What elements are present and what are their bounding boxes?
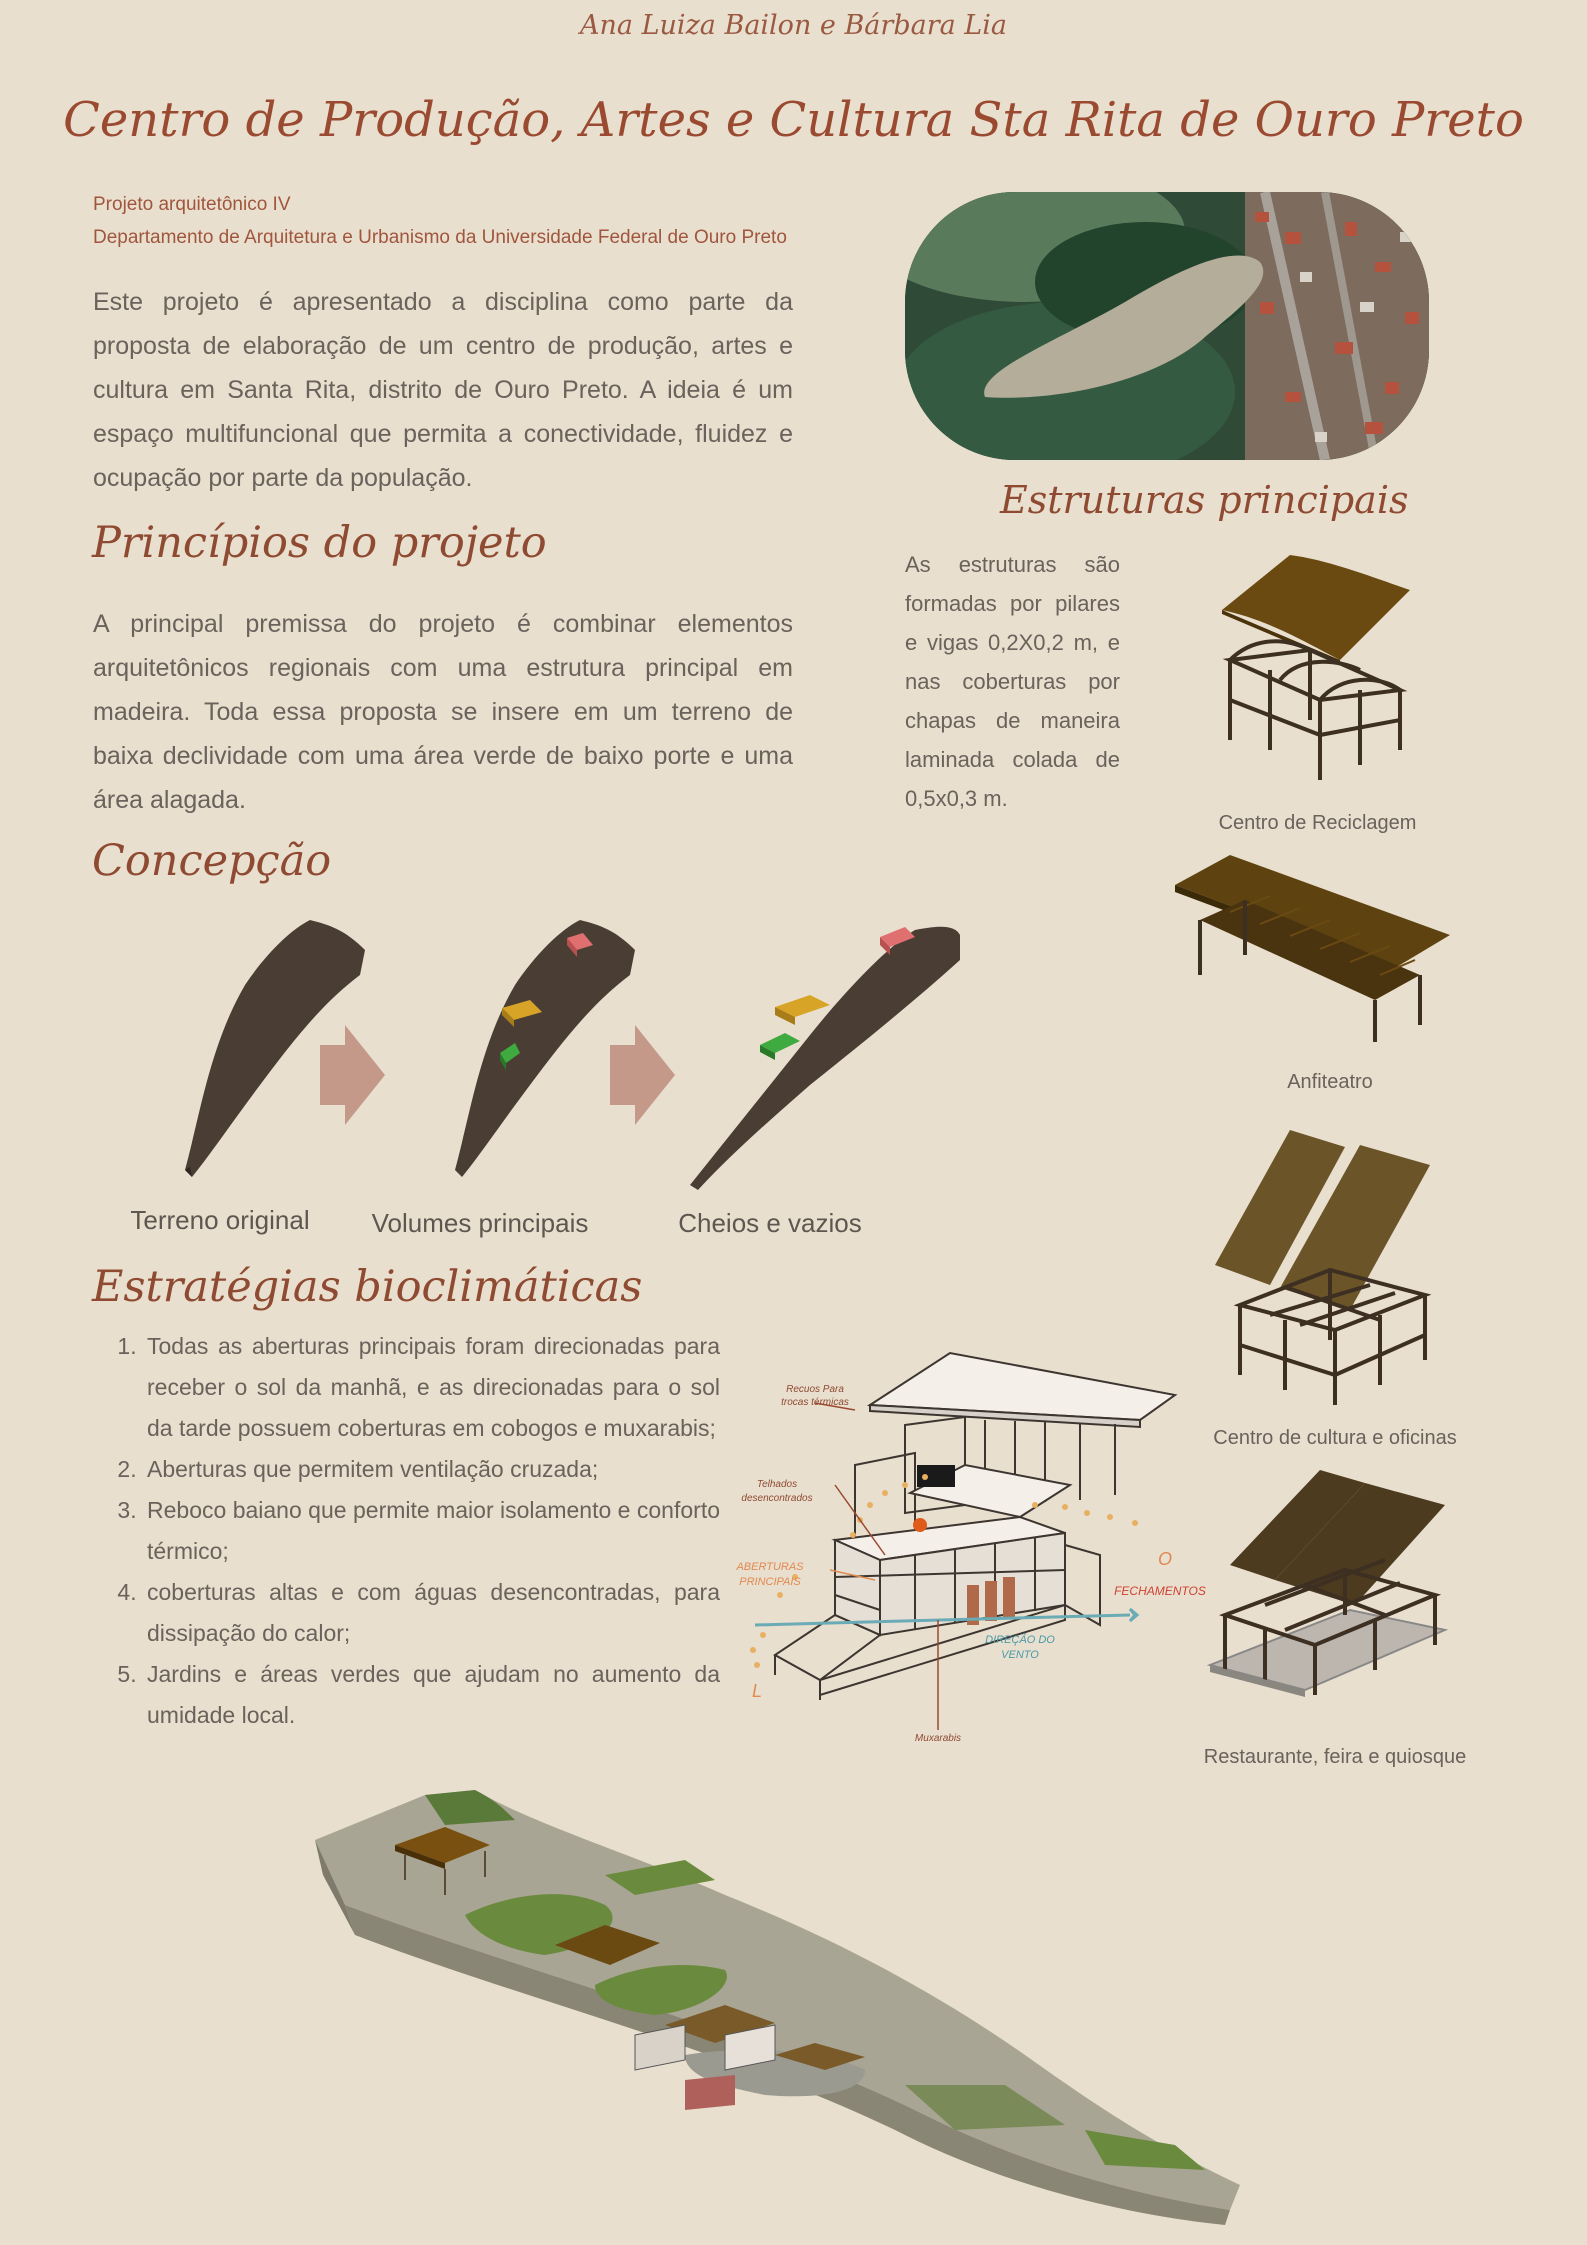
fechamentos-label: FECHAMENTOS: [1114, 1584, 1206, 1598]
arrow-icon: [610, 1025, 675, 1125]
aberturas-label: ABERTURAS: [736, 1561, 804, 1573]
telhados-label: desencontrados: [741, 1493, 813, 1504]
restaurant-structure: [1205, 1465, 1450, 1705]
wind-direction-label: DIREÇÃO DO: [985, 1634, 1055, 1646]
culture-center-structure: [1210, 1125, 1440, 1410]
list-item: 4. coberturas altas e com águas desencontradas, para dissipação do calor;: [143, 1572, 720, 1654]
concept-diagram: [170, 915, 970, 1195]
principles-paragraph: A principal premissa do projeto é combinar elementos arquitetônicos regionais com uma estrutura principal em madeira. Toda essa proposta se insere em um terreno de baixa declividade com uma área verde de baixo porte e uma área alagada.: [93, 610, 793, 814]
terrain-solids-voids: [690, 927, 960, 1190]
structures-heading: Estruturas principais: [1000, 478, 1409, 522]
telhados-label: Telhados: [756, 1479, 798, 1490]
recuos-label: trocas térmicas: [781, 1397, 849, 1408]
concept-heading: Concepção: [92, 836, 332, 886]
site-axonometric-render: [305, 1785, 1245, 2225]
structure-caption: Restaurante, feira e quiosque: [1203, 1746, 1467, 1768]
aerial-site-photo: [905, 192, 1429, 460]
aberturas-label: PRINCIPAIS: [739, 1576, 801, 1588]
intro-paragraph: Este projeto é apresentado a disciplina como parte da proposta de elaboração de um centro de produção, artes e cultura em Santa Rita, distrito de Ouro Preto. A ideia é um espaço multifuncional que permita a conectividade, fluidez e ocupação por parte da população.: [93, 288, 793, 492]
wind-direction-label: VENTO: [1001, 1649, 1039, 1661]
structure-caption: Centro de Reciclagem: [1218, 812, 1417, 834]
amphitheater-structure: [1170, 850, 1455, 1045]
muxarabis-label: Muxarabis: [914, 1733, 962, 1744]
department-name: Departamento de Arquitetura e Urbanismo da Universidade Federal de Ouro Preto: [93, 227, 787, 248]
concept-step-caption: Volumes principais: [371, 1208, 589, 1238]
concept-step-caption: Terreno original: [130, 1205, 310, 1235]
page-title: Centro de Produção, Artes e Cultura Sta Rita de Ouro Preto: [63, 92, 1524, 148]
sun-icon: [913, 1518, 927, 1532]
east-label: L: [751, 1681, 763, 1701]
arrow-icon: [320, 1025, 385, 1125]
course-name: Projeto arquitetônico IV: [93, 194, 291, 215]
list-item: 3. Reboco baiano que permite maior isolamento e conforto térmico;: [143, 1490, 720, 1572]
structure-caption: Anfiteatro: [1287, 1071, 1373, 1093]
bioclimatic-diagram: [735, 1345, 1215, 1745]
concept-step-caption: Cheios e vazios: [678, 1208, 862, 1238]
structures-paragraph: As estruturas são formadas por pilares e vigas 0,2X0,2 m, e nas coberturas por chapas de maneira laminada colada de 0,5x0,3 m.: [905, 552, 1120, 811]
west-label: O: [1157, 1549, 1173, 1569]
recycling-center-structure: [1210, 550, 1430, 785]
terrain-volumes: [455, 920, 635, 1177]
authors: Ana Luiza Bailon e Bárbara Lia: [580, 10, 1007, 41]
bioclimatic-list: [93, 1326, 720, 1736]
list-item: 5. Jardins e áreas verdes que ajudam no aumento da umidade local.: [143, 1654, 720, 1736]
structure-caption: Centro de cultura e oficinas: [1213, 1427, 1457, 1449]
list-item: 1. Todas as aberturas principais foram direcionadas para receber o sol da manhã, e as direcionadas para o sol da tarde possuem coberturas em cobogos e muxarabis;: [143, 1326, 720, 1449]
principles-heading: Princípios do projeto: [92, 518, 547, 568]
list-item: 2. Aberturas que permitem ventilação cruzada;: [143, 1449, 720, 1490]
bioclimatic-heading: Estratégias bioclimáticas: [92, 1262, 643, 1312]
recuos-label: Recuos Para: [786, 1384, 844, 1395]
